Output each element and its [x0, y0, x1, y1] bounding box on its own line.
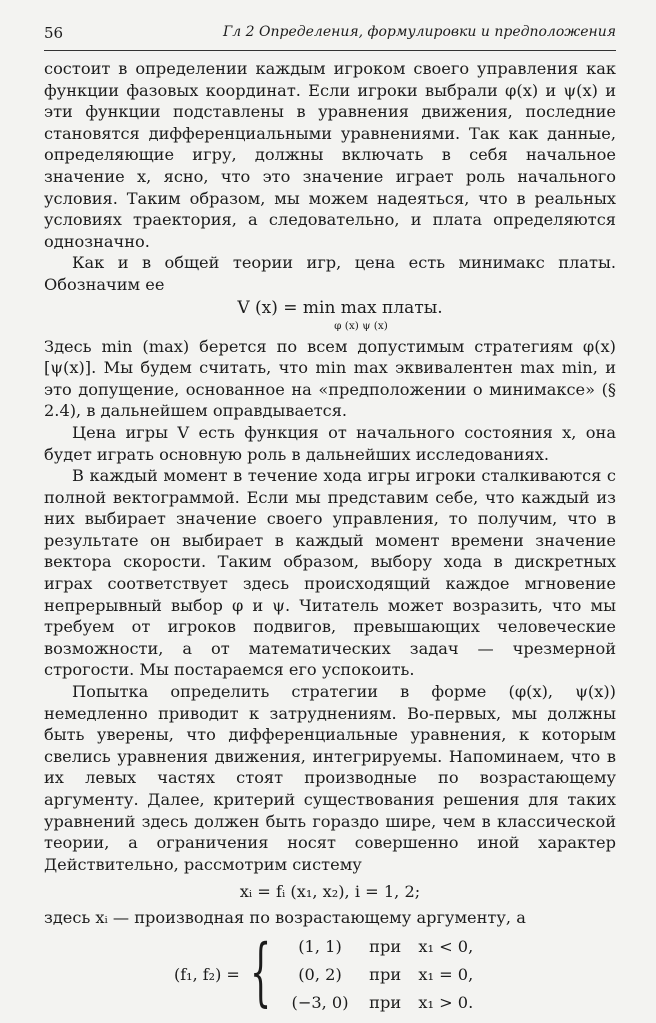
- row-condition-word: при: [369, 936, 402, 956]
- page-number: 56: [44, 24, 64, 42]
- row-relation: x₁ < 0,: [418, 936, 474, 956]
- paragraph-1: состоит в определении каждым игроком своего управления как функции фазовых координат. Если игроки выбрали φ(x) и ψ(x) и эти функции подставлены в уравнения движения, последние становятся дифференциальными уравнениями. Так как данные, определяющие игру, должны включать в себя начальное значение x, ясно, что это значение играет роль начального условия. Таким образом, мы можем надеяться, что в реальных условиях траектория, а следовательно, и плата определяются однозначно.: [44, 59, 616, 251]
- row-value: (1, 1): [298, 936, 342, 956]
- header-rule: [44, 50, 616, 51]
- row-relation: x₁ = 0,: [418, 964, 474, 984]
- left-brace: {: [250, 928, 272, 1015]
- paragraph-3: Здесь min (max) берется по всем допустимым стратегиям φ(x)[ψ(x)]. Мы будем считать, что min max эквивалентен max min, и это допущение, основанное на «предположении о минимаксе» (§ 2.4), в дальнейшем оправдывается.: [44, 336, 616, 421]
- page-body: [44, 58, 616, 1023]
- paragraph-4: Цена игры V есть функция от начального состояния x, она будет играть основную роль в дальнейших исследованиях.: [44, 422, 616, 464]
- row-relation: x₁ > 0.: [418, 992, 474, 1012]
- running-title: Гл 2 Определения, формулировки и предположения: [223, 24, 616, 40]
- row-condition-word: при: [369, 964, 402, 984]
- paragraph-6: Попытка определить стратегии в форме (φ(x), ψ(x)) немедленно приводит к затруднениям. Во-первых, мы должны быть уверены, что дифференциальные уравнения, к которым свелись уравнения движения, интегрируемы. Напоминаем, что в их левых частях стоят производные по возрастающему аргументу. Далее, критерий существования решения для таких уравнений здесь должен быть гораздо шире, чем в классической теории, а ограничения носят совершенно иной характер Действительно, рассмотрим систему: [44, 682, 616, 874]
- piecewise-row: [288, 933, 548, 961]
- piecewise-row: [288, 989, 548, 1017]
- paragraph-7: здесь xᵢ — производная по возрастающему аргументу, а: [44, 907, 526, 927]
- row-value: (−3, 0): [291, 992, 349, 1012]
- row-value: (0, 2): [298, 964, 342, 984]
- row-condition-word: при: [369, 992, 402, 1012]
- equation-value-main: V (x) = min max платы.: [237, 297, 443, 318]
- equation-value-subscripts: φ (x) ψ (x): [334, 319, 388, 332]
- equation-system: xᵢ = fᵢ (x₁, x₂), i = 1, 2;: [239, 882, 421, 902]
- piecewise-lhs: (f₁, f₂) =: [174, 964, 240, 984]
- page-header: [44, 24, 616, 46]
- piecewise-row: [288, 961, 548, 989]
- equation-value: [64, 298, 616, 336]
- paragraph-2: Как и в общей теории игр, цена есть минимакс платы. Обозначим ее: [44, 253, 616, 294]
- piecewise-rows: [288, 933, 548, 1017]
- equation-piecewise: [44, 928, 616, 1023]
- paragraph-5: В каждый момент в течение хода игры игроки сталкиваются с полной вектограммой. Если мы представим себе, что каждый из них выбирает значение своего управления, то получим, что в результате он выбирает в каждый момент времени значение вектора скорости. Таким образом, выбору хода в дискретных играх соответствует здесь происходящий каждое мгновение непрерывный выбор φ и ψ. Читатель может возразить, что мы требуем от игроков подвигов, превышающих человеческие возможности, а от математических задач — чрезмерной строгости. Мы постараемся его успокоить.: [44, 466, 616, 680]
